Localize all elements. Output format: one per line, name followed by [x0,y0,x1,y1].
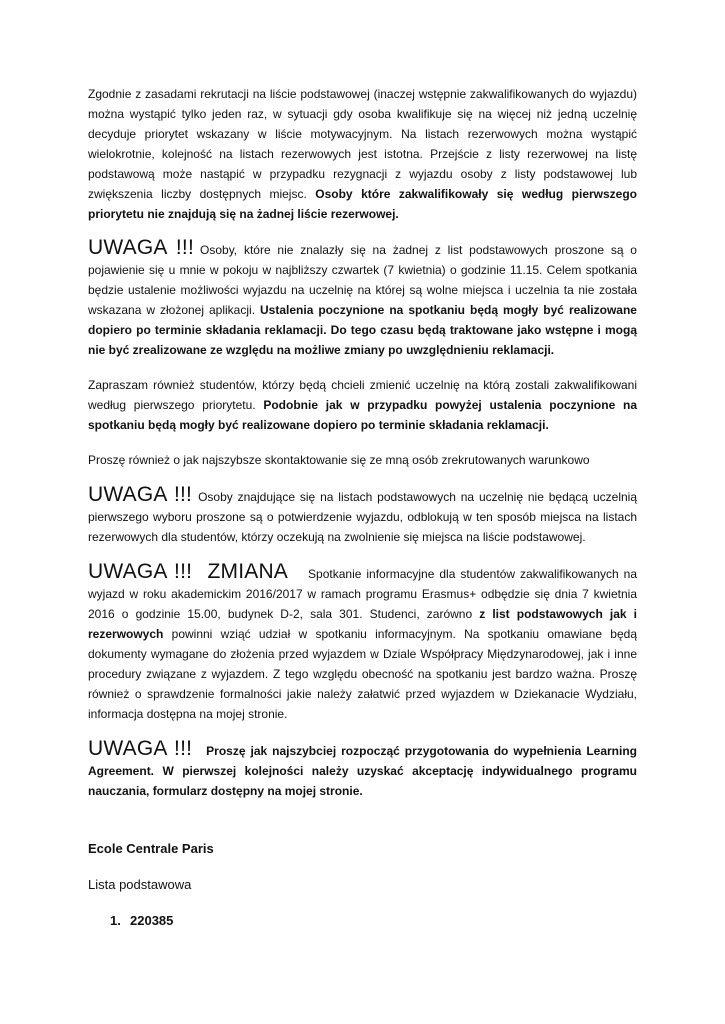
warning-heading-3: UWAGA !!! ZMIANA [88,560,289,583]
invite-bold-text: Podobnie jak w przypadku powyżej ustalenia poczynione na spotkaniu będą mogły być realizowane dopiero po terminie składania reklamacji. [88,398,637,432]
warning-paragraph-2 [88,485,637,547]
rules-paragraph [88,84,637,224]
invite-text: Zapraszam również studentów, którzy będą chcieli zmienić uczelnię na którą zostali zakwalifikowani według pierwszego priorytetu. [88,378,637,412]
list-item-number: 1. [110,913,121,928]
warning-heading-1: UWAGA !!! [88,236,195,259]
list-item [88,911,637,931]
warning-paragraph-3 [88,562,637,724]
rules-text: Zgodnie z zasadami rekrutacji na liście podstawowej (inaczej wstępnie zakwalifikowanych do wyjazdu) można wystąpić tylko jeden raz, w sytuacji gdy osoba kwalifikuje się na więcej niż jedną uczelnię decyduje priorytet wskazany w liście motywacyjnym. Na listach rezerwowych można wystąpić wielokrotnie, kolejność na listach rezerwowych jest istotna. Przejście z listy rezerwowej na listę podstawową może nastąpić w przypadku rezygnacji z wyjazdu osoby z listy podstawowej lub zwiększenia liczby dostępnych miejsc. [88,87,637,201]
list-title: Lista podstawowa [88,877,192,892]
school-name: Ecole Centrale Paris [88,841,214,856]
warning-paragraph-4 [88,739,637,801]
warning-bold-text-4: Proszę jak najszybciej rozpocząć przygotowania do wypełnienia Learning Agreement. W pierwszej kolejności należy uzyskać akceptację indywidualnego programu nauczania, formularz dostępny na mojej stronie. [88,744,637,798]
warning-text-3a: Spotkanie informacyjne dla studentów zakwalifikowanych na wyjazd w roku akademickim 2016/2017 w ramach programu Erasmus+ odbędzie się dnia 7 kwietnia 2016 o godzinie 15.00, budynek D-2, sala 301. Studenci, zarówno [88,567,638,621]
warning-text-2: Osoby znajdujące się na listach podstawowych na uczelnię nie będącą uczelnią pierwszego wyboru proszone są o potwierdzenie wyjazdu, odblokują w ten sposób miejsca na listach rezerwowych dla studentów, którzy oczekują na zwolnienie się miejsca na liście podstawowej. [88,490,637,544]
warning-bold-text-3: z list podstawowych jak i rezerwowych [88,607,637,641]
invite-paragraph [88,375,637,435]
warning-paragraph-1 [88,238,637,360]
warning-text-3b: powinni wziąć udział w spotkaniu informacyjnym. Na spotkaniu omawiane będą dokumenty wymagane do złożenia przed wyjazdem w Dziale Współpracy Międzynarodowej, jak i inne procedury związane z wyjazdem. Z tego względu obecność na spotkaniu jest bardzo ważna. Proszę również o sprawdzenie formalności jakie należy załatwić przed wyjazdem w Dziekanacie Wydziału, informacja dostępna na mojej stronie. [88,627,637,721]
warning-heading-2: UWAGA !!! [88,483,193,506]
warning-heading-4: UWAGA !!! [88,737,193,760]
warning-text-1: Osoby, które nie znalazły się na żadnej z list podstawowych proszone są o pojawienie się u mnie w pokoju w najbliższy czwartek (7 kwietnia) o godzinie 11.15. Celem spotkania będzie ustalenie możliwości wyjazdu na uczelnię na której są wolne miejsca i uczelnia ta nie została wskazana w złożonej aplikacji. [88,243,637,317]
conditional-text: Proszę również o jak najszybsze skontaktowanie się ze mną osób zrekrutowanych warunkowo [88,453,590,467]
warning-bold-text-1: Ustalenia poczynione na spotkaniu będą mogły być realizowane dopiero po terminie składania reklamacji. Do tego czasu będą traktowane jako wstępne i mogą nie być zrealizowane ze względu na możliwe zmiany po uwzględnieniu reklamacji. [88,303,637,357]
rules-bold-text: Osoby które zakwalifikowały się według pierwszego priorytetu nie znajdują się na żadnej liście rezerwowej. [88,187,637,221]
list-item-id: 220385 [130,913,174,928]
conditional-paragraph [88,450,637,470]
